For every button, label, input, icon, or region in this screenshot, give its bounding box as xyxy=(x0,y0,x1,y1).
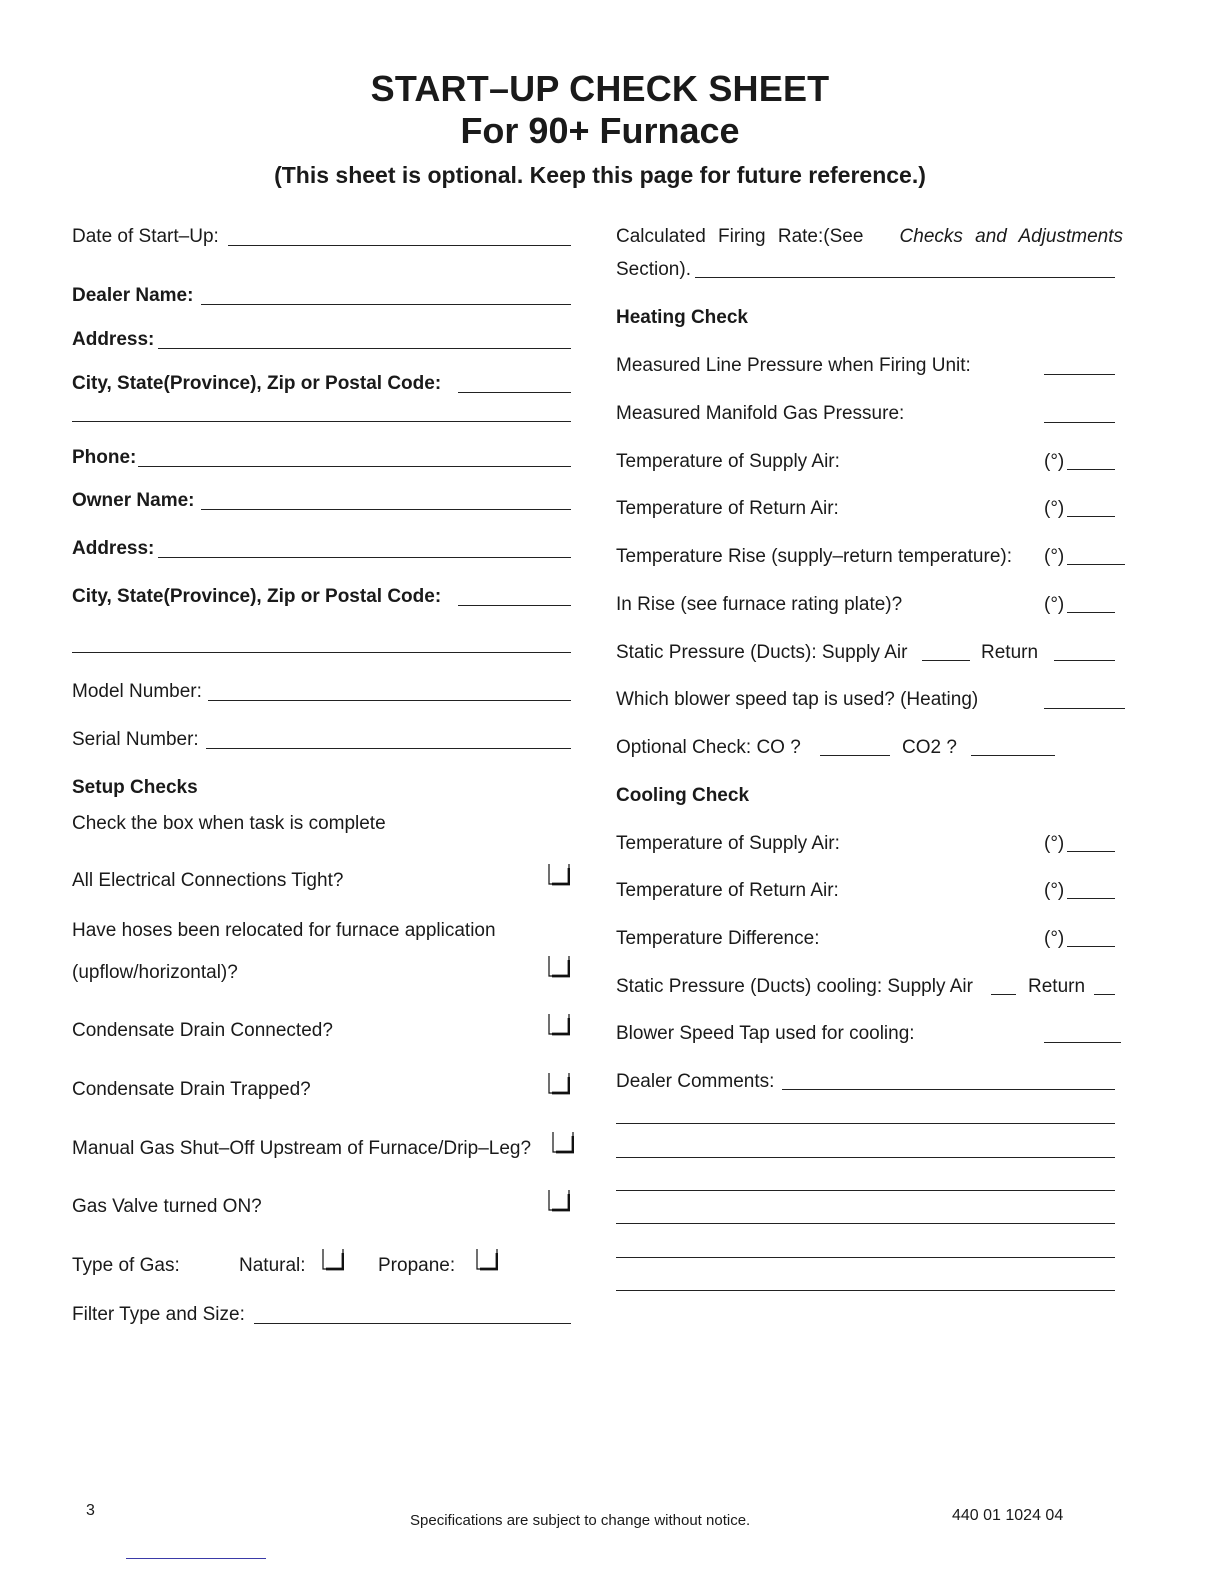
page-subtitle: For 90+ Furnace xyxy=(460,110,740,151)
dealer-comments-line[interactable] xyxy=(616,1190,1115,1191)
electrical-checkbox[interactable] xyxy=(548,864,570,886)
setup-instruction: Check the box when task is complete xyxy=(72,813,386,834)
dealer-comments-label: Dealer Comments: xyxy=(616,1071,775,1092)
hoses-check-label-1: Have hoses been relocated for furnace application xyxy=(72,920,496,941)
date-field[interactable] xyxy=(228,245,571,246)
propane-gas-label: Propane: xyxy=(378,1255,456,1276)
natural-gas-checkbox[interactable] xyxy=(322,1249,344,1271)
dealer-city-field-extra[interactable] xyxy=(72,421,571,422)
model-number-label: Model Number: xyxy=(72,681,202,702)
in-rise-label: In Rise (see furnace rating plate)? xyxy=(616,594,903,615)
owner-city-field-extra[interactable] xyxy=(72,652,571,653)
footer-notice: Specifications are subject to change without notice. xyxy=(410,1512,751,1529)
gas-valve-checkbox[interactable] xyxy=(548,1190,570,1212)
static-supply-field[interactable] xyxy=(922,660,970,661)
dealer-address-field[interactable] xyxy=(158,348,571,349)
cooling-check-heading: Cooling Check xyxy=(616,785,750,806)
heat-supply-temp-field[interactable] xyxy=(1067,469,1115,470)
owner-city-label: City, State(Province), Zip or Postal Code: xyxy=(72,586,442,607)
dealer-comments-line[interactable] xyxy=(616,1223,1115,1224)
dealer-comments-line[interactable] xyxy=(616,1157,1115,1158)
dealer-comments-line[interactable] xyxy=(616,1257,1115,1258)
firing-rate-italic: Checks and Adjustments xyxy=(899,226,1123,247)
static-return-field[interactable] xyxy=(1054,660,1115,661)
temp-difference-unit: (°) xyxy=(1044,928,1065,949)
page-number: 3 xyxy=(86,1502,95,1519)
static-cooling-return-field[interactable] xyxy=(1094,994,1115,995)
co2-label: CO2 ? xyxy=(902,737,957,758)
firing-rate-field[interactable] xyxy=(695,277,1115,278)
serial-number-field[interactable] xyxy=(206,748,571,749)
in-rise-field[interactable] xyxy=(1067,612,1115,613)
dealer-name-field[interactable] xyxy=(201,304,571,305)
static-cooling-label: Static Pressure (Ducts) cooling: Supply Air xyxy=(616,976,973,997)
dealer-comments-line[interactable] xyxy=(616,1123,1115,1124)
cool-return-unit: (°) xyxy=(1044,880,1065,901)
temp-rise-label: Temperature Rise (supply–return temperature): xyxy=(616,546,1013,567)
hoses-checkbox[interactable] xyxy=(548,956,570,978)
heating-check-heading: Heating Check xyxy=(616,307,748,328)
dealer-city-label: City, State(Province), Zip or Postal Code: xyxy=(72,373,442,394)
gas-shutoff-label: Manual Gas Shut–Off Upstream of Furnace/Drip–Leg? xyxy=(72,1138,532,1159)
owner-address-label: Address: xyxy=(72,538,155,559)
temp-rise-field[interactable] xyxy=(1067,564,1125,565)
page-title: START–UP CHECK SHEET xyxy=(370,68,830,109)
static-cooling-supply-field[interactable] xyxy=(991,994,1016,995)
owner-address-field[interactable] xyxy=(158,557,571,558)
optional-check-label: Optional Check: CO ? xyxy=(616,737,801,758)
cool-return-temp-field[interactable] xyxy=(1067,898,1115,899)
firing-rate-section: Section). xyxy=(616,259,691,280)
co-field[interactable] xyxy=(820,755,890,756)
page-note: (This sheet is optional. Keep this page for future reference.) xyxy=(274,162,926,188)
gas-shutoff-checkbox[interactable] xyxy=(552,1132,574,1154)
date-label: Date of Start–Up: xyxy=(72,226,219,247)
firing-rate-label xyxy=(616,226,1123,248)
in-rise-unit: (°) xyxy=(1044,594,1065,615)
static-cooling-return-label: Return xyxy=(1028,976,1086,997)
drain-trapped-checkbox[interactable] xyxy=(548,1073,570,1095)
heat-supply-unit: (°) xyxy=(1044,451,1065,472)
firing-rate-text: Calculated Firing Rate:(See xyxy=(616,226,864,247)
line-pressure-field[interactable] xyxy=(1044,374,1115,375)
setup-checks-heading: Setup Checks xyxy=(72,777,198,798)
dealer-comments-line[interactable] xyxy=(616,1290,1115,1291)
gas-valve-label: Gas Valve turned ON? xyxy=(72,1196,262,1217)
drain-connected-checkbox[interactable] xyxy=(548,1014,570,1036)
serial-number-label: Serial Number: xyxy=(72,729,199,750)
temp-rise-unit: (°) xyxy=(1044,546,1065,567)
drain-trapped-label: Condensate Drain Trapped? xyxy=(72,1079,311,1100)
temp-difference-label: Temperature Difference: xyxy=(616,928,820,949)
heat-return-unit: (°) xyxy=(1044,498,1065,519)
owner-name-field[interactable] xyxy=(201,509,571,510)
drain-connected-label: Condensate Drain Connected? xyxy=(72,1020,333,1041)
cool-supply-temp-field[interactable] xyxy=(1067,851,1115,852)
line-pressure-label: Measured Line Pressure when Firing Unit: xyxy=(616,355,971,376)
dealer-city-field[interactable] xyxy=(458,392,571,393)
filter-field[interactable] xyxy=(254,1323,571,1324)
document-number: 440 01 1024 04 xyxy=(952,1507,1064,1524)
manifold-pressure-label: Measured Manifold Gas Pressure: xyxy=(616,403,905,424)
propane-gas-checkbox[interactable] xyxy=(476,1249,498,1271)
cool-return-temp-label: Temperature of Return Air: xyxy=(616,880,839,901)
electrical-check-label: All Electrical Connections Tight? xyxy=(72,870,344,891)
dealer-address-label: Address: xyxy=(72,329,155,350)
blower-tap-heat-label: Which blower speed tap is used? (Heating) xyxy=(616,689,979,710)
blower-tap-heat-field[interactable] xyxy=(1044,708,1125,709)
dealer-comments-field[interactable] xyxy=(782,1089,1115,1090)
static-return-label: Return xyxy=(981,642,1039,663)
phone-label: Phone: xyxy=(72,447,137,468)
dealer-name-label: Dealer Name: xyxy=(72,285,194,306)
heat-return-temp-label: Temperature of Return Air: xyxy=(616,498,839,519)
phone-field[interactable] xyxy=(138,466,571,467)
co2-field[interactable] xyxy=(971,755,1055,756)
owner-name-label: Owner Name: xyxy=(72,490,195,511)
cool-supply-temp-label: Temperature of Supply Air: xyxy=(616,833,840,854)
natural-gas-label: Natural: xyxy=(239,1255,306,1276)
cool-supply-unit: (°) xyxy=(1044,833,1065,854)
gas-type-label: Type of Gas: xyxy=(72,1255,180,1276)
temp-difference-field[interactable] xyxy=(1067,946,1115,947)
hoses-check-label-2: (upflow/horizontal)? xyxy=(72,962,238,983)
heat-return-temp-field[interactable] xyxy=(1067,516,1115,517)
heat-supply-temp-label: Temperature of Supply Air: xyxy=(616,451,840,472)
filter-label: Filter Type and Size: xyxy=(72,1304,245,1325)
model-number-field[interactable] xyxy=(208,700,571,701)
blower-tap-cool-label: Blower Speed Tap used for cooling: xyxy=(616,1023,915,1044)
owner-city-field[interactable] xyxy=(458,605,571,606)
static-pressure-label: Static Pressure (Ducts): Supply Air xyxy=(616,642,908,663)
manifold-pressure-field[interactable] xyxy=(1044,422,1115,423)
footer-rule xyxy=(126,1558,266,1559)
blower-tap-cool-field[interactable] xyxy=(1044,1042,1121,1043)
